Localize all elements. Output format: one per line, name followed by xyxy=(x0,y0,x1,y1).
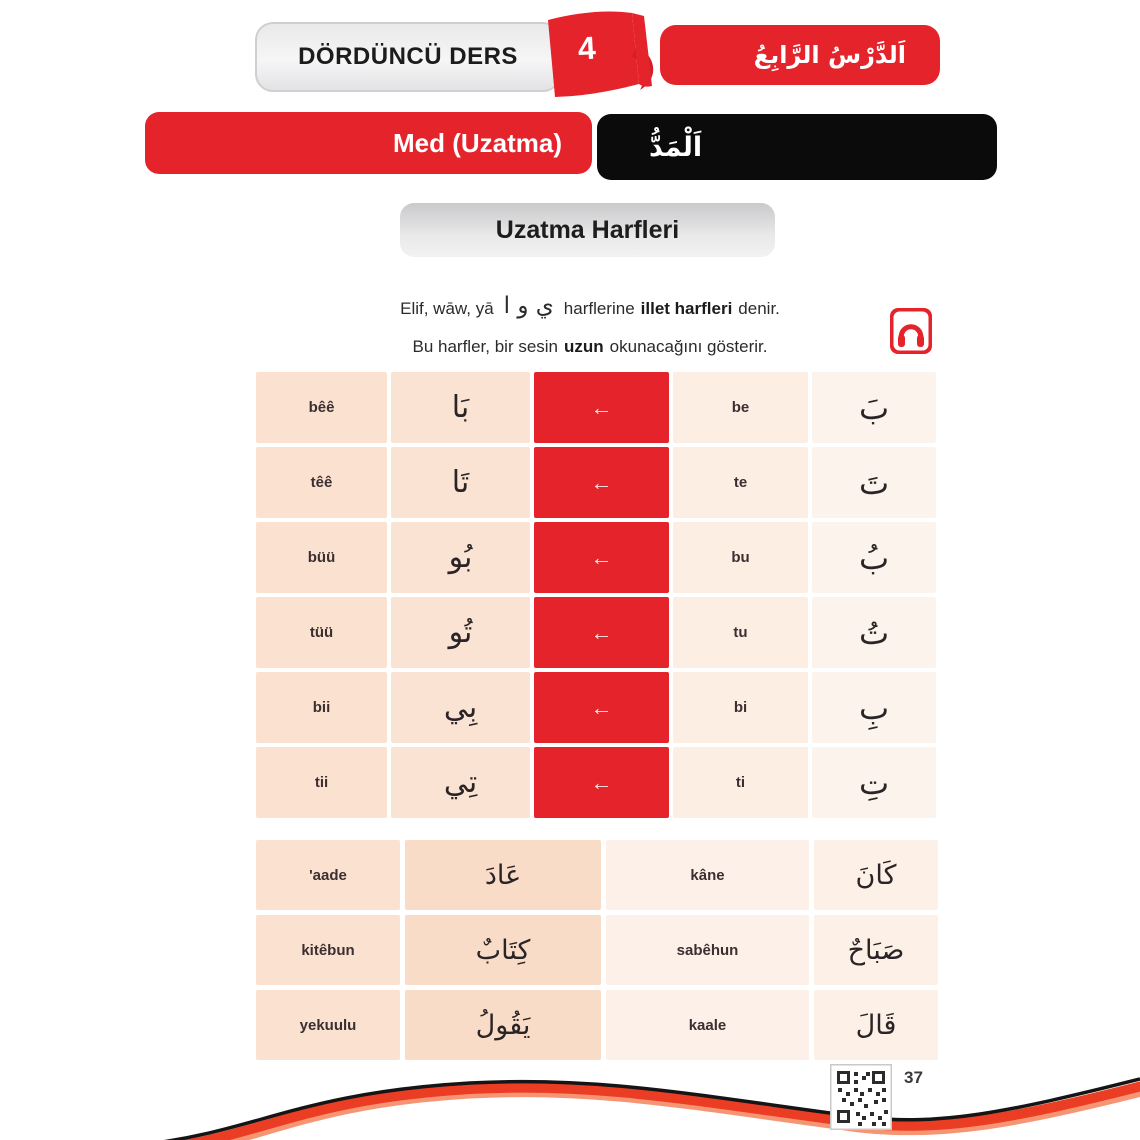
table-cell-arrow xyxy=(534,597,669,668)
subtitle-pill xyxy=(400,203,775,257)
long-arabic: تِي xyxy=(443,764,478,800)
long-translit: tüü xyxy=(309,624,334,641)
table-cell-long-arabic xyxy=(391,447,530,518)
left-arrow-icon: ← xyxy=(590,544,613,570)
table-cell-short-translit xyxy=(673,597,808,668)
table-cell-short-arabic xyxy=(812,597,936,668)
table-cell-short-arabic xyxy=(812,372,936,443)
long-translit: büü xyxy=(307,549,336,566)
lesson-title-pill xyxy=(255,22,561,92)
table-cell-arrow xyxy=(534,747,669,818)
example-translit-text: sabêhun xyxy=(676,941,739,959)
example-arabic xyxy=(814,840,938,910)
short-translit: bu xyxy=(731,549,750,566)
example-translit xyxy=(606,840,809,910)
intro-line2-end: okunacağını gösterir. xyxy=(609,337,768,356)
example-translit xyxy=(256,915,400,985)
short-arabic: تُ xyxy=(858,613,890,652)
long-arabic: تُو xyxy=(448,614,473,650)
intro-line1-bold: illet harfleri xyxy=(640,299,733,318)
long-translit: têê xyxy=(310,474,333,491)
table-cell-arrow xyxy=(534,522,669,593)
example-arabic-text: عَادَ xyxy=(484,859,522,891)
intro-line1-mid: harflerine xyxy=(563,299,635,318)
table-cell-long-translit xyxy=(256,747,387,818)
table-cell-long-arabic xyxy=(391,597,530,668)
intro-line1-end: denir. xyxy=(738,299,780,318)
table-cell-arrow xyxy=(534,372,669,443)
lesson-title-arabic-pill xyxy=(660,25,940,85)
long-translit: tii xyxy=(314,774,329,791)
intro-line2-bold: uzun xyxy=(564,337,604,356)
page-number: 37 xyxy=(904,1068,923,1087)
example-arabic-text: صَبَاحٌ xyxy=(847,934,905,966)
table-cell-arrow xyxy=(534,672,669,743)
table-cell-short-arabic xyxy=(812,672,936,743)
intro-line-1 xyxy=(170,290,1010,328)
short-arabic: بِ xyxy=(858,688,890,727)
long-arabic: بِي xyxy=(443,689,478,725)
table-cell-long-translit xyxy=(256,447,387,518)
short-arabic: تَ xyxy=(858,463,890,502)
table-cell-short-translit xyxy=(673,447,808,518)
lesson-title: DÖRDÜNCÜ DERS xyxy=(298,43,518,70)
example-arabic xyxy=(814,915,938,985)
short-translit: bi xyxy=(733,699,748,716)
short-translit: te xyxy=(733,474,748,491)
short-arabic: تِ xyxy=(858,763,890,802)
med-title: Med (Uzatma) xyxy=(392,127,562,158)
long-arabic: بَا xyxy=(451,389,470,425)
subtitle: Uzatma Harfleri xyxy=(495,215,680,244)
table-cell-long-arabic xyxy=(391,522,530,593)
example-translit-text: kitêbun xyxy=(301,941,355,959)
table-cell-short-translit xyxy=(673,522,808,593)
example-arabic-text: كَانَ xyxy=(855,859,897,891)
short-translit: ti xyxy=(735,774,746,791)
example-translit xyxy=(606,915,809,985)
table-cell-arrow xyxy=(534,447,669,518)
footer-wave-decoration xyxy=(0,1050,1140,1140)
long-arabic: تَا xyxy=(451,464,470,500)
example-arabic xyxy=(405,840,601,910)
intro-line-2 xyxy=(170,328,1010,366)
table-cell-long-arabic xyxy=(391,672,530,743)
example-arabic-text: يَقُولُ xyxy=(475,1009,531,1041)
qr-code xyxy=(830,1064,892,1130)
intro-line2-pre: Bu harfler, bir sesin xyxy=(412,337,559,356)
table-cell-short-translit xyxy=(673,372,808,443)
table-cell-long-arabic xyxy=(391,372,530,443)
intro-arabic-letters: ي و ا xyxy=(503,293,554,319)
table-cell-long-arabic xyxy=(391,747,530,818)
left-arrow-icon: ← xyxy=(590,394,613,420)
short-translit: tu xyxy=(733,624,748,641)
med-title-arabic-bar xyxy=(597,114,997,180)
example-arabic-text: كِتَابٌ xyxy=(475,934,531,966)
example-translit-text: kaale xyxy=(688,1016,727,1034)
lesson-title-arabic: اَلدَّرْسُ الرَّابِعُ xyxy=(753,41,906,69)
left-arrow-icon: ← xyxy=(590,769,613,795)
lesson-number: 4 xyxy=(577,29,597,67)
table-cell-short-arabic xyxy=(812,747,936,818)
example-arabic xyxy=(405,915,601,985)
table-cell-long-translit xyxy=(256,522,387,593)
table-cell-long-translit xyxy=(256,372,387,443)
short-arabic: بُ xyxy=(858,538,890,577)
examples-grid xyxy=(256,840,938,1060)
long-translit: bii xyxy=(312,699,331,716)
left-arrow-icon: ← xyxy=(590,694,613,720)
table-cell-short-arabic xyxy=(812,447,936,518)
example-translit xyxy=(256,840,400,910)
long-translit: bêê xyxy=(308,399,335,416)
table-cell-short-translit xyxy=(673,672,808,743)
table-cell-long-translit xyxy=(256,672,387,743)
lesson-number-ribbon xyxy=(540,4,670,104)
med-title-arabic: اَلْمَدُّ xyxy=(649,131,703,163)
example-translit-text: 'aade xyxy=(309,866,347,884)
left-arrow-icon: ← xyxy=(590,619,613,645)
intro-text xyxy=(170,290,1010,366)
short-arabic: بَ xyxy=(858,388,890,427)
table-cell-long-translit xyxy=(256,597,387,668)
short-translit: be xyxy=(731,399,750,416)
example-translit-text: yekuulu xyxy=(299,1016,357,1034)
long-arabic: بُو xyxy=(448,539,473,575)
med-title-bar xyxy=(145,112,592,174)
med-table xyxy=(256,372,936,818)
table-cell-short-translit xyxy=(673,747,808,818)
headphones-icon xyxy=(890,308,932,354)
table-cell-short-arabic xyxy=(812,522,936,593)
example-arabic-text: قَالَ xyxy=(855,1009,897,1041)
left-arrow-icon: ← xyxy=(590,469,613,495)
intro-line1-pre: Elif, wāw, yā xyxy=(400,299,494,318)
example-translit-text: kâne xyxy=(690,866,725,884)
